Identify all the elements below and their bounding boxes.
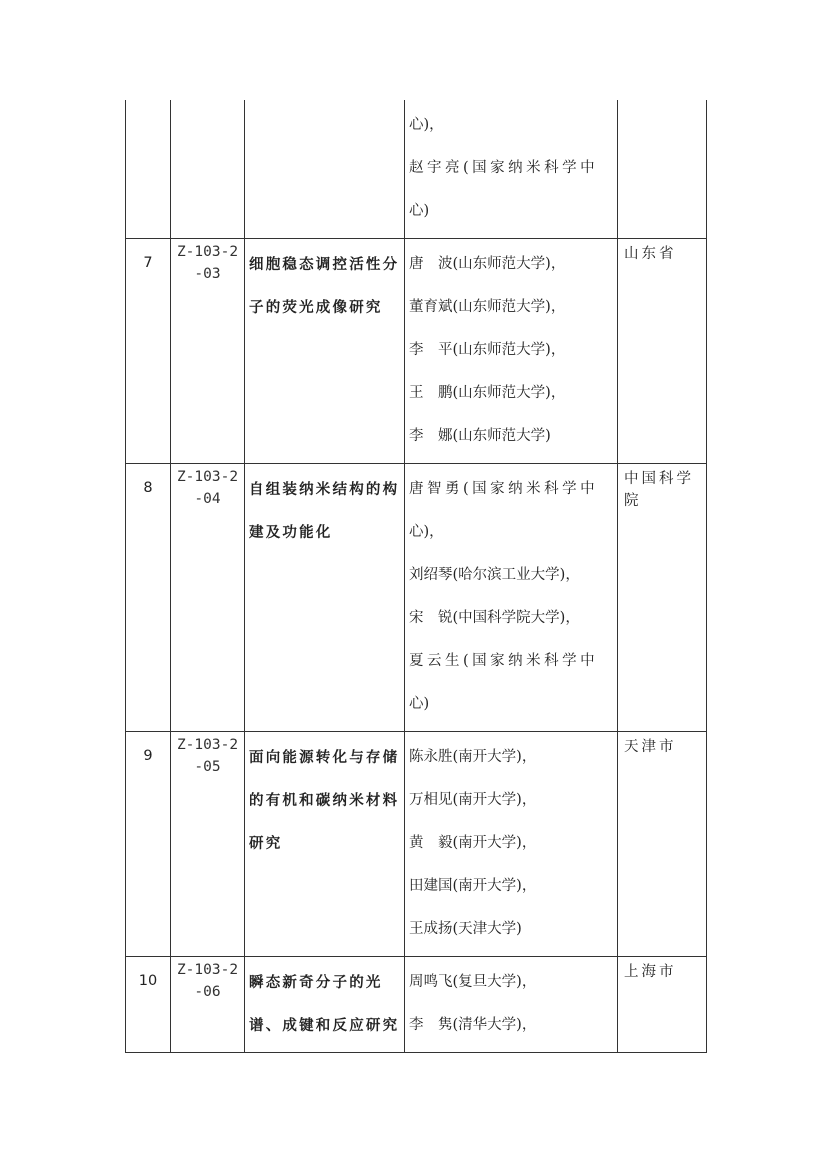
table-row: [126, 463, 707, 731]
person-line: 黄 毅(南开大学)，: [409, 834, 537, 851]
nominator: 山东省: [618, 238, 707, 463]
people-cell: [405, 731, 618, 956]
people-cell: [405, 238, 618, 463]
project-id: [171, 463, 245, 731]
person-line: 李 隽(清华大学)，: [409, 1016, 537, 1033]
no-cell: [126, 100, 171, 238]
project-id-line: -03: [194, 265, 221, 282]
person-line: 宋 锐(中国科学院大学)，: [409, 609, 580, 626]
project-id-line: Z-103-2: [176, 736, 239, 753]
person-line: 周鸣飞(复旦大学)，: [409, 973, 537, 990]
project-id-line: -06: [194, 983, 221, 1000]
table-row: [126, 238, 707, 463]
table-row-continued: [126, 100, 707, 238]
people-cell: [405, 100, 618, 238]
project-title: 细胞稳态调控活性分子的荧光成像研究: [245, 238, 405, 463]
nominator: 上海市: [618, 956, 707, 1052]
project-id: [171, 238, 245, 463]
person-line: 陈永胜(南开大学)，: [409, 748, 537, 765]
person-line: 唐智勇(国家纳米科学中: [409, 480, 599, 497]
project-id-line: Z-103-2: [176, 468, 239, 485]
nominator-cell: [618, 100, 707, 238]
person-line: 万相见(南开大学)，: [409, 791, 537, 808]
person-line: 董育斌(山东师范大学)，: [409, 298, 566, 315]
row-number: 10: [126, 956, 171, 1052]
person-line: 李 平(山东师范大学)，: [409, 341, 566, 358]
people-cell: [405, 956, 618, 1052]
person-line: 王 鹏(山东师范大学)，: [409, 384, 566, 401]
person-line: 心)，: [409, 117, 444, 133]
row-number: 8: [126, 463, 171, 731]
nominator: 中国科学院: [618, 463, 707, 731]
title-cell: [245, 100, 405, 238]
project-id-line: -05: [194, 758, 221, 775]
table-row: [126, 956, 707, 1052]
project-title: 自组装纳米结构的构建及功能化: [245, 463, 405, 731]
nominator: 天津市: [618, 731, 707, 956]
project-id-line: -04: [194, 490, 221, 507]
project-id-line: Z-103-2: [176, 243, 239, 260]
row-number: 7: [126, 238, 171, 463]
person-line: 心): [409, 695, 430, 712]
project-id: [171, 731, 245, 956]
person-line: 刘绍琴(哈尔滨工业大学)，: [409, 566, 580, 583]
person-line: 王成扬(天津大学): [409, 920, 522, 937]
person-line: 田建国(南开大学)，: [409, 877, 537, 894]
person-line: 心): [409, 203, 430, 219]
award-table: [125, 100, 707, 1053]
project-title: 瞬态新奇分子的光谱、成键和反应研究: [245, 956, 405, 1052]
table-row: [126, 731, 707, 956]
person-line: 赵宇亮(国家纳米科学中: [409, 160, 599, 176]
project-id: [171, 956, 245, 1052]
person-line: 心)，: [409, 523, 444, 540]
person-line: 夏云生(国家纳米科学中: [409, 652, 599, 669]
project-id-line: Z-103-2: [176, 961, 239, 978]
row-number: 9: [126, 731, 171, 956]
person-line: 李 娜(山东师范大学): [409, 427, 551, 444]
project-id-cell: [171, 100, 245, 238]
person-line: 唐 波(山东师范大学)，: [409, 255, 566, 272]
project-title: 面向能源转化与存储的有机和碳纳米材料研究: [245, 731, 405, 956]
people-cell: [405, 463, 618, 731]
